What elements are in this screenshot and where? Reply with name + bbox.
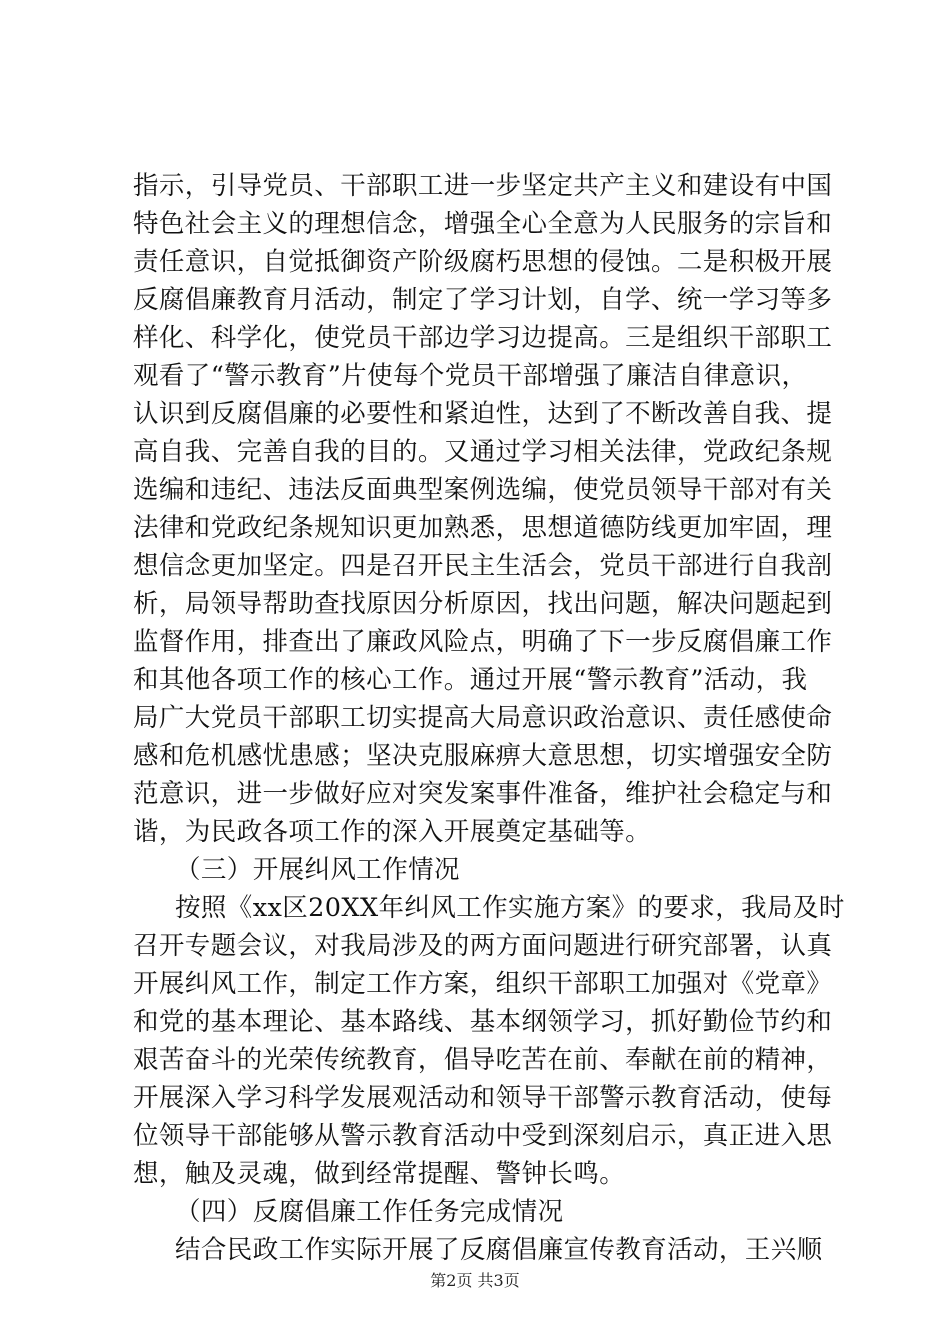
text-line: 认识到反腐倡廉的必要性和紧迫性，达到了不断改善自我、提 (133, 399, 833, 429)
text-line: 召开专题会议，对我局涉及的两方面问题进行研究部署，认真 (133, 931, 833, 961)
text-line: 想信念更加坚定。四是召开民主生活会，党员干部进行自我剖 (133, 551, 833, 581)
section-heading: （三）开展纠风工作情况 (175, 855, 460, 885)
section-heading: （四）反腐倡廉工作任务完成情况 (175, 1197, 564, 1227)
text-line: 高自我、完善自我的目的。又通过学习相关法律，党政纪条规 (133, 437, 833, 467)
text-line: 艰苦奋斗的光荣传统教育，倡导吃苦在前、奉献在前的精神， (133, 1045, 833, 1075)
text-line: 样化、科学化，使党员干部边学习边提高。三是组织干部职工 (133, 323, 833, 353)
text-line: 想，触及灵魂，做到经常提醒、警钟长鸣。 (133, 1159, 626, 1189)
text-line: 反腐倡廉教育月活动，制定了学习计划，自学、统一学习等多 (133, 285, 833, 315)
text-line: 指示，引导党员、干部职工进一步坚定共产主义和建设有中国 (133, 171, 833, 201)
text-line: 局广大党员干部职工切实提高大局意识政治意识、责任感使命 (133, 703, 833, 733)
text-line: 特色社会主义的理想信念，增强全心全意为人民服务的宗旨和 (133, 209, 833, 239)
text-line: 责任意识，自觉抵御资产阶级腐朽思想的侵蚀。二是积极开展 (133, 247, 833, 277)
text-line: 位领导干部能够从警示教育活动中受到深刻启示，真正进入思 (133, 1121, 833, 1151)
text-line: 感和危机感忧患感；坚决克服麻痹大意思想，切实增强安全防 (133, 741, 833, 771)
text-line: 析，局领导帮助查找原因分析原因，找出问题，解决问题起到 (133, 589, 833, 619)
text-line: 开展深入学习科学发展观活动和领导干部警示教育活动，使每 (133, 1083, 833, 1113)
text-line: 范意识，进一步做好应对突发案事件准备，维护社会稳定与和 (133, 779, 833, 809)
text-line: 选编和违纪、违法反面典型案例选编，使党员领导干部对有关 (133, 475, 833, 505)
text-line: 法律和党政纪条规知识更加熟悉，思想道德防线更加牢固，理 (133, 513, 833, 543)
page-number-footer: 第2页 共3页 (430, 1271, 520, 1290)
paragraph-first-line: 结合民政工作实际开展了反腐倡廉宣传教育活动，王兴顺 (175, 1235, 823, 1265)
text-line: 开展纠风工作，制定工作方案，组织干部职工加强对《党章》 (133, 969, 833, 999)
text-line: 观看了“警示教育”片使每个党员干部增强了廉洁自律意识， (133, 361, 808, 391)
text-line: 谐，为民政各项工作的深入开展奠定基础等。 (133, 817, 652, 847)
text-line: 监督作用，排查出了廉政风险点，明确了下一步反腐倡廉工作 (133, 627, 833, 657)
text-line: 和其他各项工作的核心工作。通过开展“警示教育”活动，我 (133, 665, 808, 695)
paragraph-first-line: 按照《xx区20XX年纠风工作实施方案》的要求，我局及时 (175, 893, 845, 923)
text-line: 和党的基本理论、基本路线、基本纲领学习，抓好勤俭节约和 (133, 1007, 833, 1037)
